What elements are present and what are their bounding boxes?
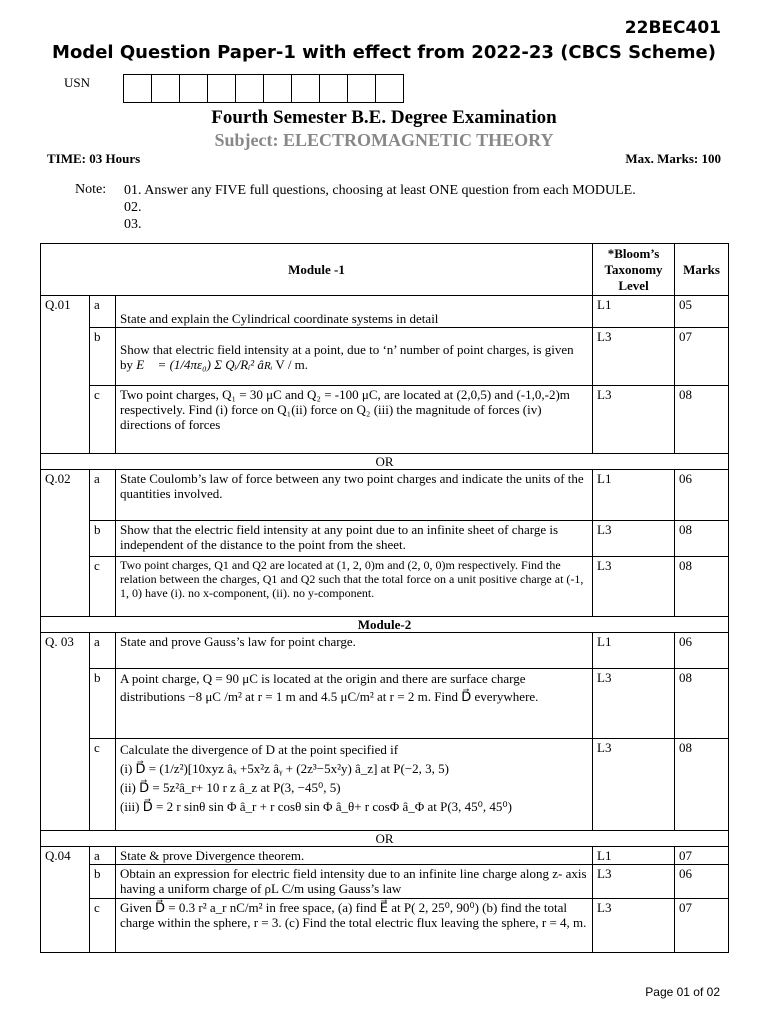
bloom-header: *Bloom’s Taxonomy Level: [593, 244, 675, 296]
subject-code: 22BEC401: [624, 18, 721, 38]
bloom-level: L3: [593, 557, 675, 617]
marks-value: 06: [675, 633, 729, 669]
page-number: Page 01 of 02: [645, 985, 720, 999]
module-1-header: Module -1: [41, 244, 593, 296]
marks-value: 07: [675, 899, 729, 953]
part-label: a: [90, 847, 116, 865]
table-row: [41, 739, 729, 831]
table-row: [41, 899, 729, 953]
table-header-row: [41, 244, 729, 296]
part-label: b: [90, 328, 116, 386]
marks-value: 05: [675, 296, 729, 328]
marks-value: 08: [675, 521, 729, 557]
usn-label: USN: [64, 75, 91, 90]
question-number: Q.04: [41, 847, 90, 953]
part-label: c: [90, 899, 116, 953]
divergence-case-ii: (ii) D⃗ = 5z²â_r+ 10 r z â_z at P(3, −45⁰, 5): [120, 780, 341, 795]
bloom-level: L1: [593, 847, 675, 865]
question-text: A point charge, Q = 90 μC is located at the origin and there are surface charge distributions −8 μC /m² at r = 1 m and 4.5 μC/m² at r = 2 m. Find D⃗ everywhere.: [116, 669, 593, 739]
marks-header: Marks: [675, 244, 729, 296]
note-label: Note:: [75, 182, 107, 197]
question-text: State and prove Gauss’s law for point charge.: [116, 633, 593, 669]
part-label: b: [90, 865, 116, 899]
question-table: [40, 243, 729, 953]
bloom-level: L3: [593, 328, 675, 386]
part-label: b: [90, 669, 116, 739]
table-row: [41, 386, 729, 454]
max-marks: Max. Marks: 100: [625, 151, 721, 166]
marks-value: 07: [675, 847, 729, 865]
bloom-level: L3: [593, 386, 675, 454]
divergence-case-iii: (iii) D⃗ = 2 r sinθ sin Φ â_r + r cosθ sin Φ â_θ+ r cosΦ â_Φ at P(3, 45⁰, 45⁰): [120, 799, 512, 814]
or-separator: OR: [41, 831, 729, 847]
question-text: State Coulomb’s law of force between any two point charges and indicate the units of the quantities involved.: [116, 470, 593, 521]
bloom-level: L1: [593, 633, 675, 669]
module-2-row: Module-2: [41, 617, 729, 633]
question-text: Show that the electric field intensity at any point due to an infinite sheet of charge is independent of the distance to the point from the sheet.: [116, 521, 593, 557]
question-number: Q.02: [41, 470, 90, 617]
marks-value: 08: [675, 739, 729, 831]
part-label: a: [90, 470, 116, 521]
note-line-3: 03.: [124, 217, 142, 232]
note-line-2: 02.: [124, 200, 142, 215]
coulomb-field-formula: E⃗ = (1/4πε₀) Σ Qᵢ/Rᵢ² âRᵢ: [136, 357, 273, 372]
table-row: [41, 847, 729, 865]
marks-value: 07: [675, 328, 729, 386]
question-text: State & prove Divergence theorem.: [116, 847, 593, 865]
divergence-intro: Calculate the divergence of D at the point specified if: [120, 742, 399, 757]
table-row: [41, 669, 729, 739]
paper-title: Model Question Paper-1 with effect from 2022-23 (CBCS Scheme): [52, 42, 716, 63]
marks-value: 06: [675, 470, 729, 521]
exam-name: Fourth Semester B.E. Degree Examination: [211, 107, 557, 128]
part-label: b: [90, 521, 116, 557]
divergence-case-i: (i) D⃗ = (1/z²)[10xyz âₓ +5x²z âᵧ + (2z³−5x²y) â_z] at P(−2, 3, 5): [120, 761, 450, 776]
exam-time: TIME: 03 Hours: [47, 151, 141, 166]
part-label: a: [90, 633, 116, 669]
bloom-level: L3: [593, 899, 675, 953]
question-text: Two point charges, Q₁ = 30 μC and Q₂ = -100 μC, are located at (2,0,5) and (-1,0,-2)m respectively. Find (i) force on Q₁(ii) force on Q₂ (iii) the magnitude of forces (iv) directions of forces: [116, 386, 593, 454]
table-row: [41, 296, 729, 328]
or-separator: OR: [41, 454, 729, 470]
question-text: Obtain an expression for electric field intensity due to an infinite line charge along z- axis having a uniform charge of ρL C/m using Gauss’s law: [116, 865, 593, 899]
question-number: Q. 03: [41, 633, 90, 831]
note-text: [124, 182, 636, 233]
table-row: [41, 470, 729, 521]
part-label: c: [90, 739, 116, 831]
marks-value: 06: [675, 865, 729, 899]
part-label: c: [90, 386, 116, 454]
marks-value: 08: [675, 386, 729, 454]
question-text: State and explain the Cylindrical coordinate systems in detail: [116, 296, 593, 328]
table-row: [41, 557, 729, 617]
table-row: [41, 328, 729, 386]
question-number: Q.01: [41, 296, 90, 454]
part-label: a: [90, 296, 116, 328]
table-row: [41, 633, 729, 669]
part-label: c: [90, 557, 116, 617]
question-text: Given D⃗ = 0.3 r² a_r nC/m² in free space, (a) find E⃗ at P( 2, 25⁰, 90⁰) (b) find the total charge within the sphere, r = 3. (c) Find the total electric flux leaving the sphere, r = 4, m.: [116, 899, 593, 953]
bloom-level: L3: [593, 669, 675, 739]
note-line-1: 01. Answer any FIVE full questions, choosing at least ONE question from each MODULE.: [124, 183, 636, 198]
marks-value: 08: [675, 669, 729, 739]
question-text: [116, 739, 593, 831]
table-row: [41, 865, 729, 899]
question-text: Show that electric field intensity at a point, due to ‘n’ number of point charges, is given by E⃗ = (1/4πε₀) Σ Qᵢ/Rᵢ² âRᵢ V / m.: [116, 328, 593, 386]
bloom-level: L3: [593, 739, 675, 831]
bloom-level: L1: [593, 296, 675, 328]
marks-value: 08: [675, 557, 729, 617]
table-row: [41, 521, 729, 557]
bloom-level: L3: [593, 521, 675, 557]
usn-input-boxes: [123, 74, 404, 103]
bloom-level: L3: [593, 865, 675, 899]
bloom-level: L1: [593, 470, 675, 521]
subject-name: Subject: ELECTROMAGNETIC THEORY: [214, 130, 554, 150]
question-text: Two point charges, Q1 and Q2 are located at (1, 2, 0)m and (2, 0, 0)m respectively. Find the relation between the charges, Q1 and Q2 such that the total force on a unit positive charge at (-1, 1, 0) have (i). no x-component, (ii). no y-component.: [116, 557, 593, 617]
